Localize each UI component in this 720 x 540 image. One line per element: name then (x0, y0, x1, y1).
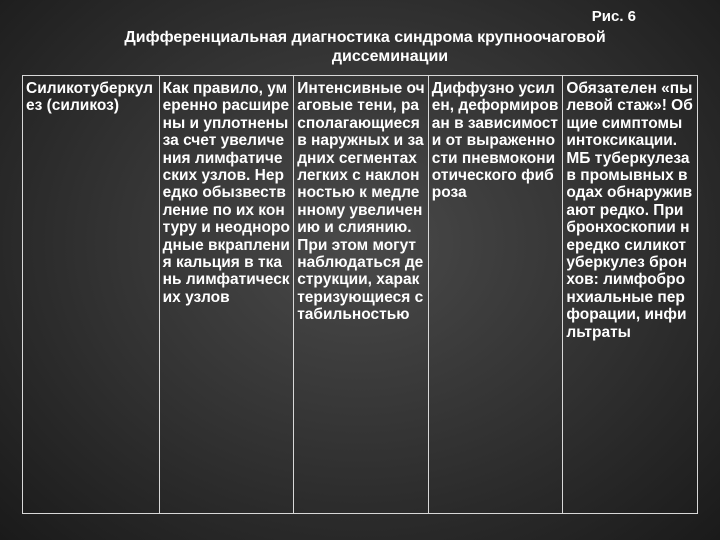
table-row (23, 76, 698, 514)
slide-title (0, 28, 720, 66)
table-cell-notes (563, 76, 698, 514)
cell-text: Интенсивные очаговые тени, располагающиеся в наружных и задних сегментах легких с наклонностью к медленному увеличению и слиянию. При этом могут наблюдаться деструкции, характеризующиеся стабильностью (297, 80, 425, 324)
table-cell-pattern (428, 76, 563, 514)
table-cell-lymph-nodes (159, 76, 294, 514)
cell-text: Силикотуберкулез (силикоз) (26, 80, 154, 115)
table-cell-foci (294, 76, 429, 514)
cell-text: Как правило, умеренно расширены и уплотнены за счет увеличения лимфатических узлов. Нередко обызвествление по их контуру и неоднородные вкрапления кальция в ткань лимфатических узлов (162, 80, 290, 306)
figure-label: Рис. 6 (591, 8, 636, 25)
table-cell-disease (23, 76, 160, 514)
diagnosis-table (22, 75, 698, 514)
cell-text: Обязателен «пылевой стаж»! Общие симптомы интоксикации. МБ туберкулеза в промывных водах обнаруживают редко. При бронхоскопии нередко силикотуберкулез бронхов: лимфобронхиальные перфорации, инфильтраты (566, 80, 693, 341)
slide-title-line2: диссеминации (331, 48, 449, 65)
cell-text: Диффузно усилен, деформирован в зависимости от выраженности пневмокониотического фиброза (431, 80, 559, 202)
slide-title-line1: Дифференциальная диагностика синдрома крупноочаговой (124, 29, 606, 46)
